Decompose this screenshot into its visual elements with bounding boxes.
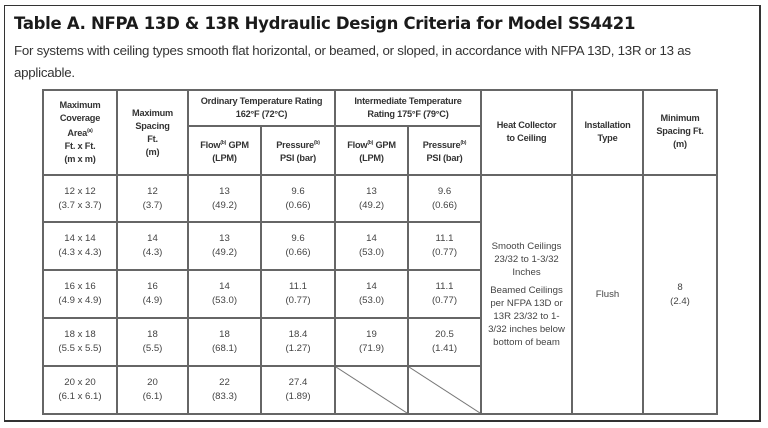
intermediate-pressure-cell: 11.1 (0.77) [408, 222, 481, 270]
header-ordinary-pressure: Pressure$^{(b)}$ PSI (bar) [261, 126, 335, 175]
header-max-coverage: Maximum Coverage Area$^{(a)}$ Ft. x Ft. (m x m) [43, 90, 117, 175]
spacing-cell: 18 (5.5) [117, 318, 188, 366]
intermediate-pressure-cell: 20.5 (1.41) [408, 318, 481, 366]
coverage-cell: 14 x 14 (4.3 x 4.3) [43, 222, 117, 270]
spacing-cell: 14 (4.3) [117, 222, 188, 270]
ordinary-flow-cell: 22 (83.3) [188, 366, 261, 414]
intermediate-flow-cell: 14 (53.0) [335, 270, 408, 318]
header-ordinary-flow: Flow$^{(b)}$ GPM (LPM) [188, 126, 261, 175]
table-row [43, 175, 717, 222]
not-applicable-cell [335, 366, 408, 414]
intermediate-flow-cell: 19 (71.9) [335, 318, 408, 366]
ordinary-flow-cell: 13 (49.2) [188, 175, 261, 222]
intermediate-pressure-cell: 11.1 (0.77) [408, 270, 481, 318]
ordinary-flow-cell: 14 (53.0) [188, 270, 261, 318]
installation-type-cell: Flush [572, 175, 643, 414]
not-applicable-cell [408, 366, 481, 414]
spacing-cell: 16 (4.9) [117, 270, 188, 318]
header-ordinary-temperature: Ordinary Temperature Rating 162°F (72°C) [188, 90, 335, 126]
intermediate-flow-cell: 14 (53.0) [335, 222, 408, 270]
header-max-spacing: Maximum Spacing Ft. (m) [117, 90, 188, 175]
hydraulic-design-table [42, 89, 718, 415]
intermediate-pressure-cell: 9.6 (0.66) [408, 175, 481, 222]
coverage-cell: 12 x 12 (3.7 x 3.7) [43, 175, 117, 222]
ordinary-pressure-cell: 18.4 (1.27) [261, 318, 335, 366]
ordinary-pressure-cell: 9.6 (0.66) [261, 175, 335, 222]
intermediate-flow-cell: 13 (49.2) [335, 175, 408, 222]
spacing-cell: 20 (6.1) [117, 366, 188, 414]
header-minimum-spacing: Minimum Spacing Ft. (m) [643, 90, 717, 175]
heat-collector-beamed: Beamed Ceilings per NFPA 13D or 13R 23/32 to 1-3/32 inches below bottom of beam [488, 285, 565, 348]
minimum-spacing-cell: 8 (2.4) [643, 175, 717, 414]
coverage-cell: 20 x 20 (6.1 x 6.1) [43, 366, 117, 414]
ordinary-flow-cell: 18 (68.1) [188, 318, 261, 366]
coverage-cell: 16 x 16 (4.9 x 4.9) [43, 270, 117, 318]
header-intermediate-temperature: Intermediate Temperature Rating 175°F (79°C) [335, 90, 481, 126]
header-installation-type: Installation Type [572, 90, 643, 175]
header-heat-collector: Heat Collector to Ceiling [481, 90, 572, 175]
table-title: Table A. NFPA 13D & 13R Hydraulic Design Criteria for Model SS4421 [14, 14, 636, 33]
ordinary-pressure-cell: 27.4 (1.89) [261, 366, 335, 414]
spacing-cell: 12 (3.7) [117, 175, 188, 222]
ordinary-pressure-cell: 11.1 (0.77) [261, 270, 335, 318]
header-intermediate-pressure: Pressure$^{(b)}$ PSI (bar) [408, 126, 481, 175]
coverage-cell: 18 x 18 (5.5 x 5.5) [43, 318, 117, 366]
heat-collector-smooth: Smooth Ceilings 23/32 to 1-3/32 Inches [491, 241, 562, 278]
heat-collector-cell [481, 175, 572, 414]
header-intermediate-flow: Flow$^{(b)}$ GPM (LPM) [335, 126, 408, 175]
ordinary-flow-cell: 13 (49.2) [188, 222, 261, 270]
ordinary-pressure-cell: 9.6 (0.66) [261, 222, 335, 270]
table-subtitle: For systems with ceiling types smooth flat horizontal, or beamed, or sloped, in accordance with NFPA 13D, 13R or 13 as applicable. [14, 43, 691, 80]
